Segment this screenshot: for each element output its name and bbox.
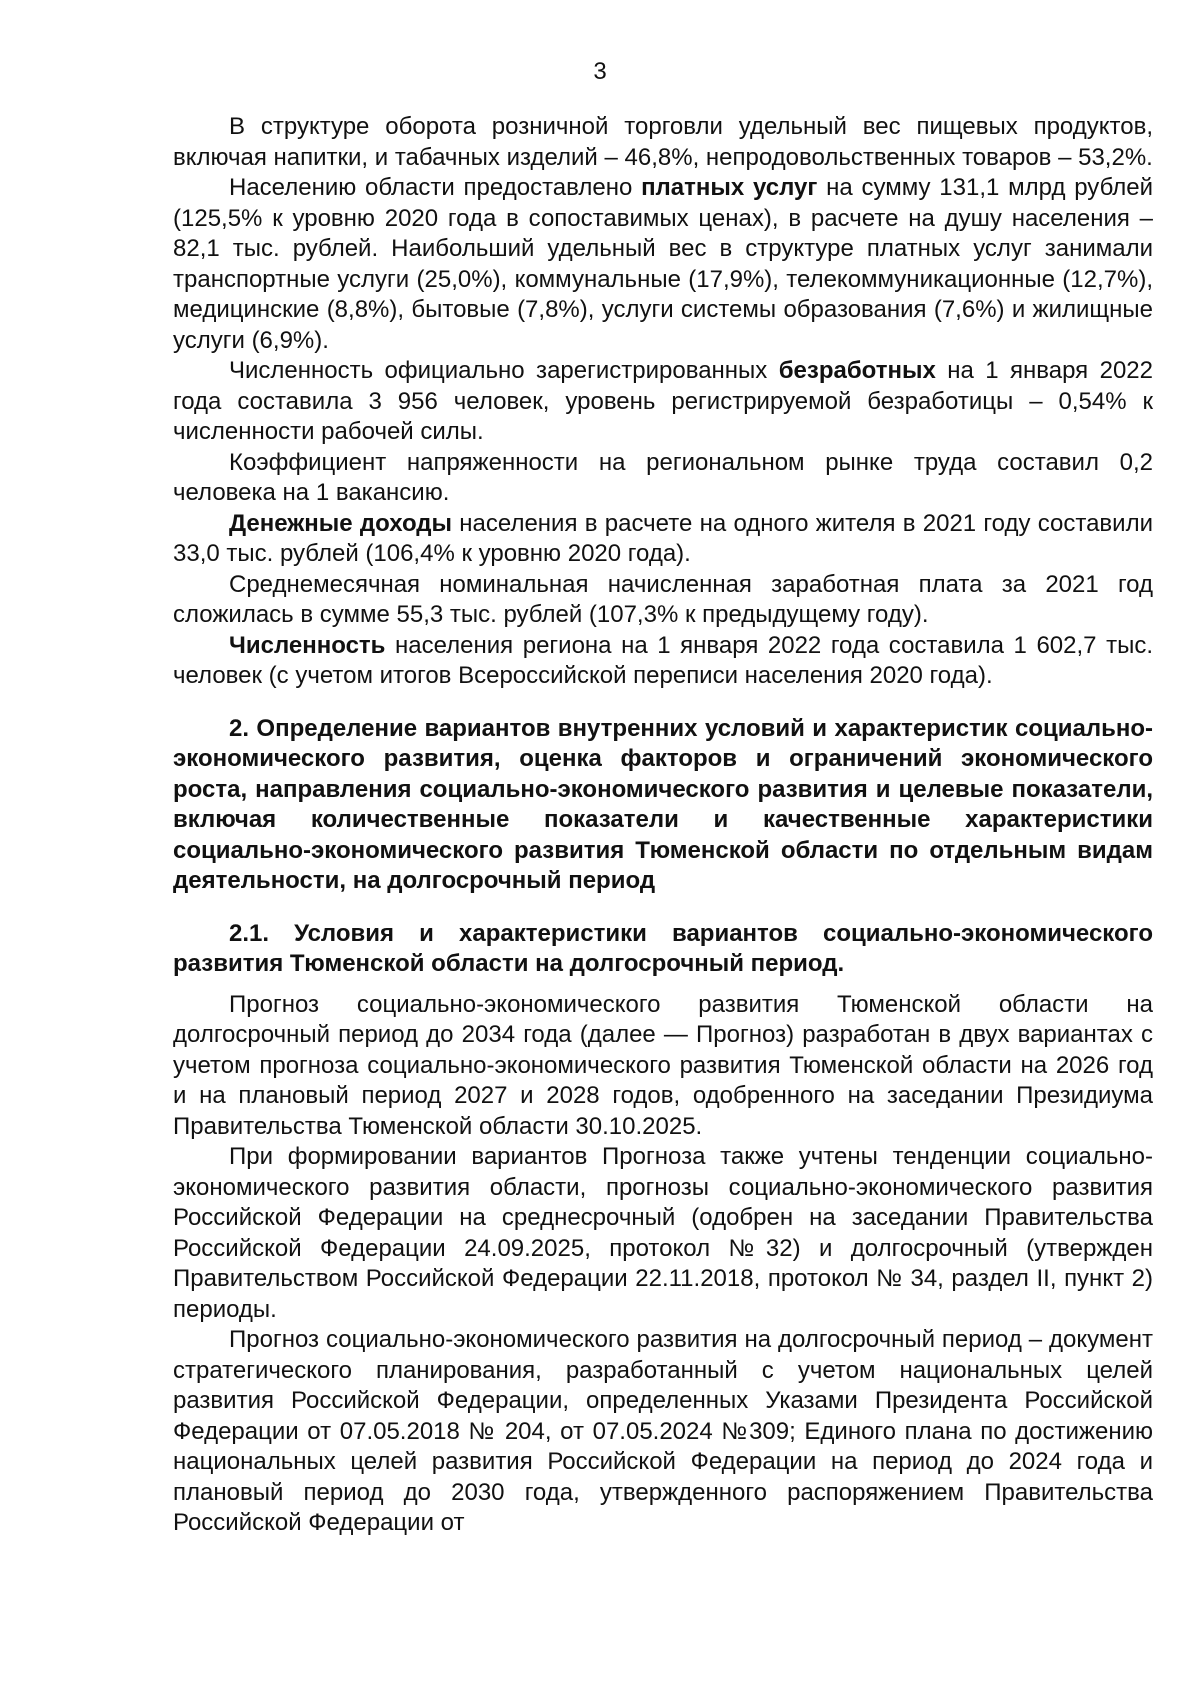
paragraph-forecast-document: Прогноз социально-экономического развития на долгосрочный период – документ стратегического планирования, разработанный с учетом национальных целей развития Российской Федерации, определенных Указами Президента Российской Федерации от 07.05.2018 № 204, от 07.05.2024 №309; Единого плана по достижению национальных целей развития Российской Федерации на период до 2024 года и плановый период до 2030 года, утвержденного распоряжением Правительства Российской Федерации от — [173, 1326, 1153, 1536]
paragraph-forecast-intro: Прогноз социально-экономического развития Тюменской области на долгосрочный период до 2034 года (далее — Прогноз) разработан в двух вариантах с учетом прогноза социально-экономического развития Тюменской области на 2026 год и на плановый период 2027 и 2028 годов, одобренного на заседании Президиума Правительства Тюменской области 30.10.2025. — [173, 990, 1153, 1140]
paragraph-tension-coefficient: Коэффициент напряженности на региональном рынке труда составил 0,2 человека на 1 вакансию. — [173, 448, 1153, 506]
section-heading: 2. Определение вариантов внутренних условий и характеристик социально-экономического развития, оценка факторов и ограничений экономического роста, направления социально-экономического развития и целевые показатели, включая количественные показатели и качественные характеристики социально-экономического развития Тюменской области по отдельным видам деятельности, на долгосрочный период — [173, 714, 1153, 894]
paragraph-text: на сумму 131,1 млрд рублей (125,5% к уровню 2020 года в сопоставимых ценах), в расчете на душу населения – 82,1 тыс. рублей. Наибольший удельный вес в структуре платных услуг занимали транспортные услуги (25,0%), коммунальные (17,9%), телекоммуникационные (12,7%), медицинские (8,8%), бытовые (7,8%), услуги системы образования (7,6%) и жилищные услуги (6,9%). — [173, 174, 1153, 354]
paragraph-retail-structure: В структуре оборота розничной торговли удельный вес пищевых продуктов, включая напитки, и табачных изделий – 46,8%, непродовольственных товаров – 53,2%. — [173, 113, 1153, 171]
subsection-heading: 2.1. Условия и характеристики вариантов социально-экономического развития Тюменской области на долгосрочный период. — [173, 919, 1153, 977]
paragraph-forecast-variants: При формировании вариантов Прогноза также учтены тенденции социально-экономического развития области, прогнозы социально-экономического развития Российской Федерации на среднесрочный (одобрен на заседании Правительства Российской Федерации 24.09.2025, протокол №32) и долгосрочный (утвержден Правительством Российской Федерации 22.11.2018, протокол № 34, раздел II, пункт 2) периоды. — [173, 1143, 1153, 1323]
document-body — [173, 112, 1153, 1539]
bold-term-money-income: Денежные доходы — [229, 509, 453, 537]
paragraph-average-salary: Среднемесячная номинальная начисленная заработная плата за 2021 год сложилась в сумме 55,3 тыс. рублей (107,3% к предыдущему году). — [173, 570, 1153, 628]
paragraph-text: Населению области предоставлено — [229, 174, 642, 201]
paragraph-unemployed — [173, 356, 1153, 448]
bold-term-unemployed: безработных — [778, 357, 936, 384]
page-number: 3 — [593, 58, 607, 85]
paragraph-paid-services — [173, 173, 1153, 356]
paragraph-text: Численность официально зарегистрированных — [229, 357, 779, 384]
paragraph-text: населения в расчете на одного жителя в 2021 году составили 33,0 тыс. рублей (106,4% к уровню 2020 года). — [173, 509, 1153, 567]
paragraph-population — [173, 631, 1153, 692]
paragraph-text: населения региона на 1 января 2022 года составила 1 602,7 тыс. человек (с учетом итогов Всероссийской переписи населения 2020 года). — [173, 631, 1153, 689]
paragraph-money-income — [173, 509, 1153, 570]
bold-term-paid-services: платных услуг — [641, 174, 818, 201]
paragraph-text: на 1 января 2022 года составила 3 956 человек, уровень регистрируемой безработицы – 0,54% к численности рабочей силы. — [173, 357, 1153, 445]
bold-term-population: Численность — [229, 631, 386, 659]
